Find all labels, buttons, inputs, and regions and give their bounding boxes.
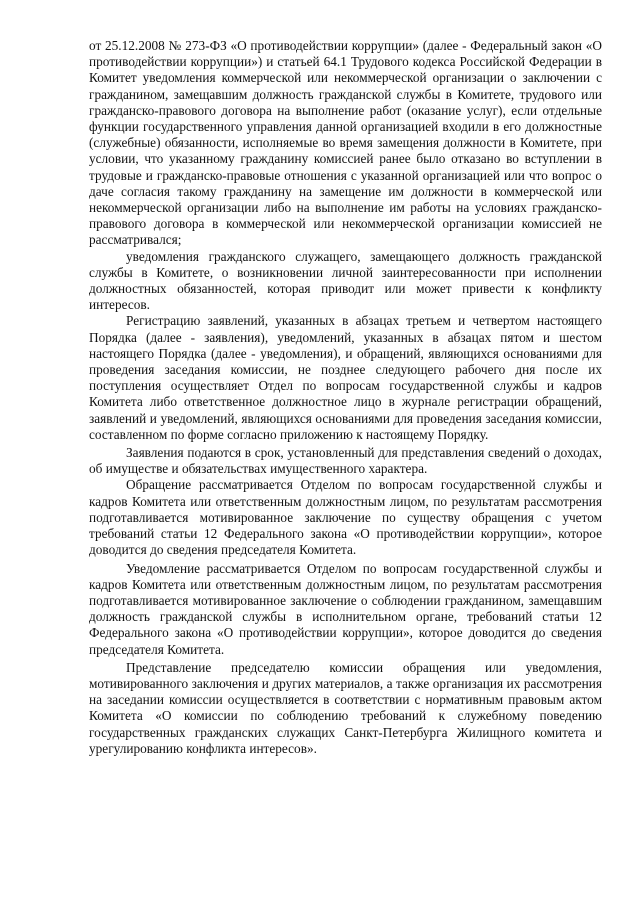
paragraph-notification-conflict: уведомления гражданского служащего, замещающего должность гражданской службы в Комитете, о возникновении личной заинтересованности при исполнении должностных обязанностей, которая приводит или может привести к конфликту интересов. [89, 248, 602, 313]
paragraph-submission: Представление председателю комиссии обращения или уведомления, мотивированного заключения и других материалов, а также организация их рассмотрения на заседании комиссии осуществляется в соответствии с нормативным правовым актом Комитета «О комиссии по соблюдению требований к служебному поведению государственных гражданских служащих Санкт-Петербурга Жилищного комитета и урегулированию конфликта интересов». [89, 659, 602, 756]
paragraph-continuation: от 25.12.2008 № 273-ФЗ «О противодействии коррупции» (далее - Федеральный закон «О противодействии коррупции») и статьей 64.1 Трудового кодекса Российской Федерации в Комитет уведомления коммерческой или некоммерческой организации о заключении с гражданином, замещавшим должность гражданской службы в Комитете, трудового или гражданско-правового договора на выполнение работ (оказание услуг), если отдельные функции государственного управления данной организацией входили в его должностные (служебные) обязанности, исполняемые во время замещения должности в Комитете, при условии, что указанному гражданину комиссией ранее было отказано во вступлении в трудовые и гражданско-правовые отношения с указанной организацией или что вопрос о даче согласия такому гражданину на замещение им должности в коммерческой или некоммерческой организации либо на выполнение им работы на условиях гражданско-правового договора в коммерческой или некоммерческой организации комиссией не рассматривался; [89, 38, 602, 248]
paragraph-appeal-review: Обращение рассматривается Отделом по вопросам государственной службы и кадров Комитета или ответственным должностным лицом, по результатам рассмотрения подготавливается мотивированное заключение по существу обращения с учетом требований статьи 12 Федерального закона «О противодействии коррупции», которое доводится до сведения председателя Комитета. [89, 477, 602, 558]
paragraph-registration: Регистрацию заявлений, указанных в абзацах третьем и четвертом настоящего Порядка (далее - заявления), уведомлений, указанных в абзацах пятом и шестом настоящего Порядка (далее - уведомления), и обращений, являющихся основаниями для проведения заседания комиссии, не позднее следующего рабочего дня после их поступления осуществляет Отдел по вопросам государственной службы и кадров Комитета либо ответственное должностное лицо в журнале регистрации обращений, заявлений и уведомлений, являющихся основаниями для проведения заседания комиссии, составленном по форме согласно приложению к настоящему Порядку. [89, 313, 602, 442]
paragraph-notification-review: Уведомление рассматривается Отделом по вопросам государственной службы и кадров Комитета или ответственным должностным лицом, по результатам рассмотрения подготавливается мотивированное заключение о соблюдении гражданином, замещавшим должность гражданской службы в исполнительном органе, требований статьи 12 Федерального закона «О противодействии коррупции», которое доводится до сведения председателя Комитета. [89, 560, 602, 657]
paragraph-deadline: Заявления подаются в срок, установленный для представления сведений о доходах, об имуществе и обязательствах имущественного характера. [89, 445, 602, 477]
document-body [89, 38, 602, 757]
